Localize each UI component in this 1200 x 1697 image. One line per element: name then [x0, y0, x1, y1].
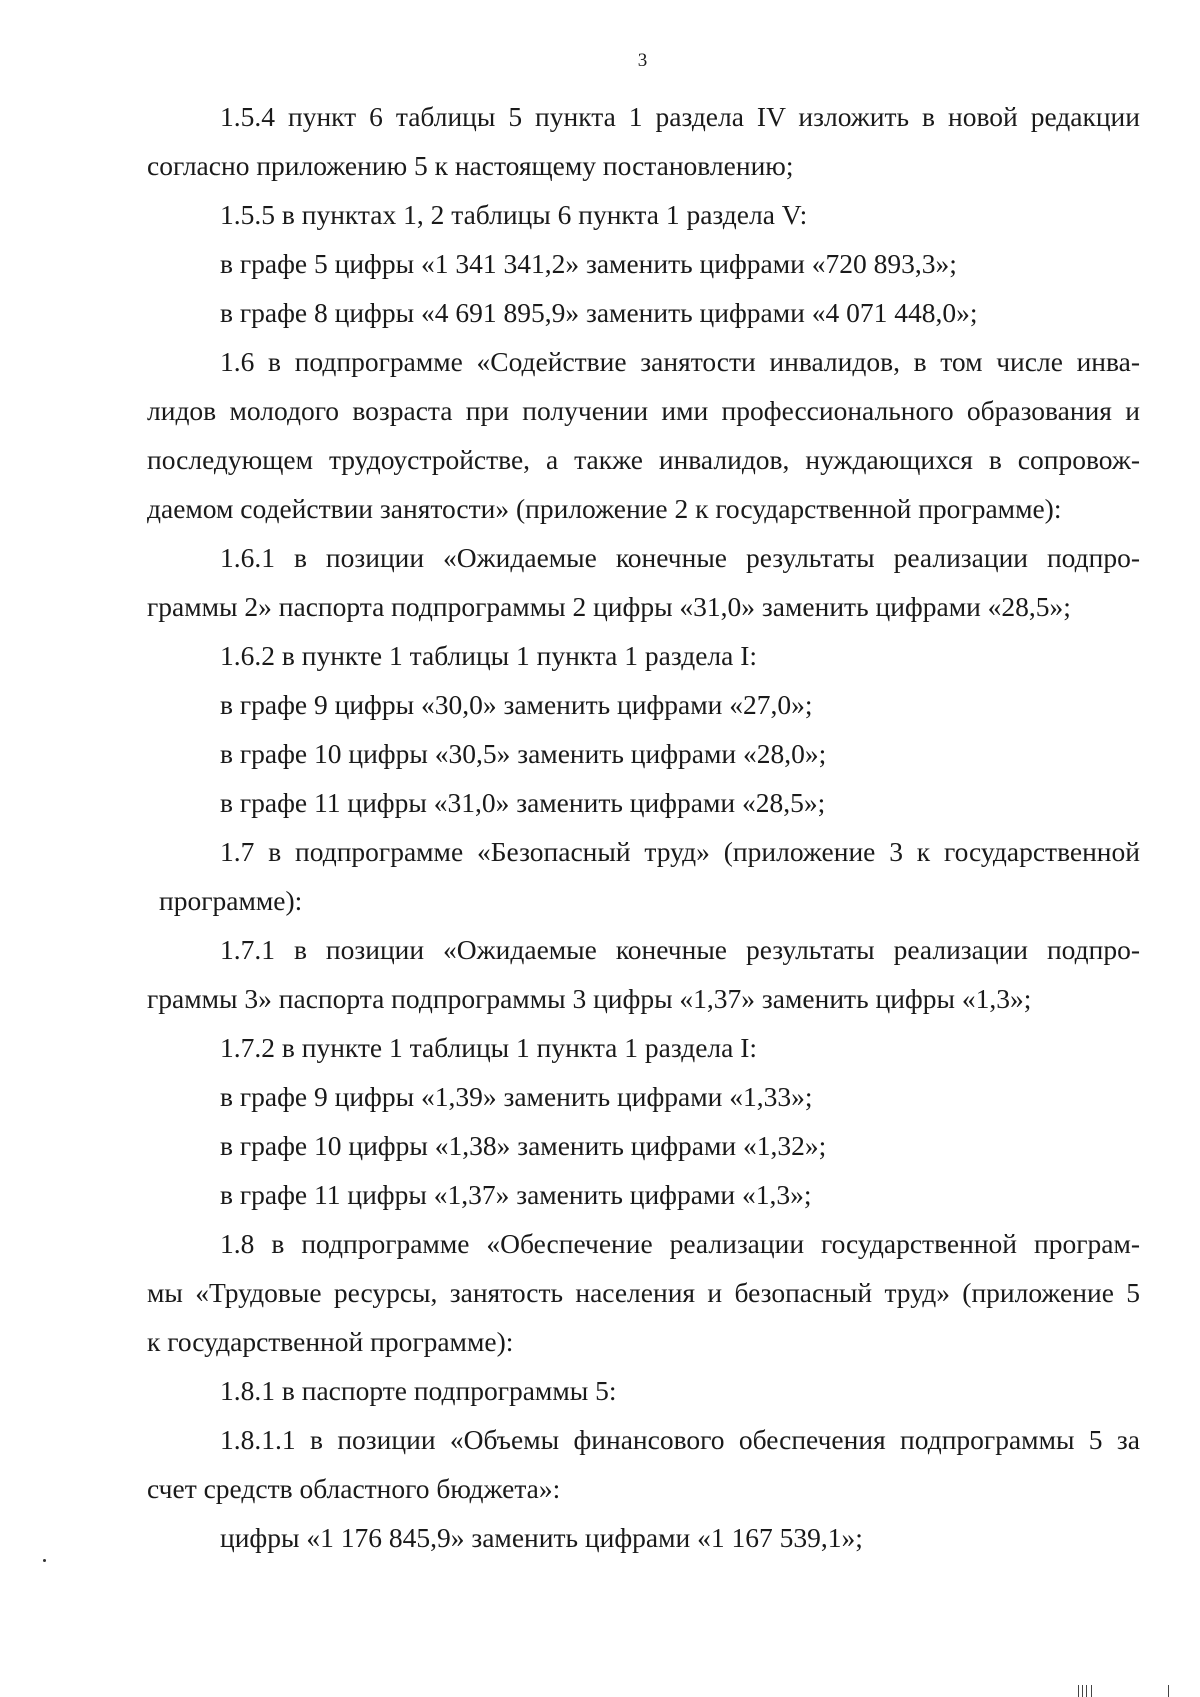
paragraph-1-8 [147, 1219, 1140, 1366]
paragraph-line: 1.5.4 пункт 6 таблицы 5 пункта 1 раздела IV изложить в новой редакции [220, 101, 1140, 132]
scan-mark [1078, 1685, 1079, 1697]
paragraph-line: последующем трудоустройстве, а также инвалидов, нуждающихся в сопровож- [147, 444, 1140, 475]
paragraph-line: граммы 3» паспорта подпрограммы 3 цифры «1,37» заменить цифры «1,3»; [147, 983, 1032, 1014]
scan-speck [43, 1559, 46, 1562]
list-item [147, 1513, 1140, 1562]
paragraph-line: цифры «1 176 845,9» заменить цифрами «1 167 539,1»; [220, 1522, 863, 1553]
paragraph-line: 1.6.1 в позиции «Ожидаемые конечные результаты реализации подпро- [220, 542, 1140, 573]
paragraph-1-5-4 [147, 92, 1140, 190]
list-item [147, 1121, 1140, 1170]
paragraph-line: согласно приложению 5 к настоящему постановлению; [147, 150, 794, 181]
list-item [147, 680, 1140, 729]
paragraph-1-7 [147, 827, 1140, 925]
paragraph-1-5-5 [147, 190, 1140, 239]
paragraph-line: 1.6 в подпрограмме «Содействие занятости инвалидов, в том числе инва- [220, 346, 1140, 377]
list-item [147, 239, 1140, 288]
paragraph-line: граммы 2» паспорта подпрограммы 2 цифры «31,0» заменить цифрами «28,5»; [147, 591, 1071, 622]
paragraph-line: 1.8.1 в паспорте подпрограммы 5: [220, 1375, 617, 1406]
paragraph-1-6 [147, 337, 1140, 533]
paragraph-line: 1.8 в подпрограмме «Обеспечение реализации государственной програм- [220, 1228, 1140, 1259]
paragraph-line: даемом содействии занятости» (приложение 2 к государственной программе): [147, 493, 1062, 524]
paragraph-line: в графе 10 цифры «1,38» заменить цифрами «1,32»; [220, 1130, 827, 1161]
paragraph-line: программе): [159, 885, 303, 916]
paragraph-line: в графе 10 цифры «30,5» заменить цифрами «28,0»; [220, 738, 827, 769]
paragraph-line: к государственной программе): [147, 1326, 514, 1357]
document-body [147, 92, 1140, 1562]
paragraph-line: 1.7.1 в позиции «Ожидаемые конечные результаты реализации подпро- [220, 934, 1140, 965]
scan-mark [1082, 1685, 1083, 1697]
scan-mark [1091, 1685, 1092, 1697]
paragraph-1-6-2 [147, 631, 1140, 680]
paragraph-1-7-2 [147, 1023, 1140, 1072]
paragraph-line: в графе 11 цифры «1,37» заменить цифрами «1,3»; [220, 1179, 812, 1210]
paragraph-line: в графе 9 цифры «30,0» заменить цифрами «27,0»; [220, 689, 813, 720]
paragraph-line: 1.7.2 в пункте 1 таблицы 1 пункта 1 раздела I: [220, 1032, 758, 1063]
list-item [147, 778, 1140, 827]
paragraph-1-7-1 [147, 925, 1140, 1023]
paragraph-line: в графе 9 цифры «1,39» заменить цифрами «1,33»; [220, 1081, 813, 1112]
paragraph-line: лидов молодого возраста при получении ими профессионального образования и [147, 395, 1140, 426]
paragraph-line: мы «Трудовые ресурсы, занятость населения и безопасный труд» (приложение 5 [147, 1277, 1140, 1308]
list-item [147, 1072, 1140, 1121]
page-number: 3 [637, 50, 648, 71]
paragraph-1-8-1 [147, 1366, 1140, 1415]
scan-mark [1168, 1685, 1169, 1697]
paragraph-1-8-1-1 [147, 1415, 1140, 1513]
scan-edge-marks [1078, 1680, 1198, 1697]
list-item [147, 1170, 1140, 1219]
paragraph-line: 1.8.1.1 в позиции «Объемы финансового обеспечения подпрограммы 5 за [220, 1424, 1140, 1455]
list-item [147, 729, 1140, 778]
paragraph-line: в графе 11 цифры «31,0» заменить цифрами «28,5»; [220, 787, 826, 818]
paragraph-line: счет средств областного бюджета»: [147, 1473, 561, 1504]
scan-mark [1086, 1685, 1087, 1697]
paragraph-line: в графе 8 цифры «4 691 895,9» заменить цифрами «4 071 448,0»; [220, 297, 978, 328]
list-item [147, 288, 1140, 337]
paragraph-line: 1.6.2 в пункте 1 таблицы 1 пункта 1 раздела I: [220, 640, 758, 671]
paragraph-line: в графе 5 цифры «1 341 341,2» заменить цифрами «720 893,3»; [220, 248, 957, 279]
paragraph-1-6-1 [147, 533, 1140, 631]
paragraph-line: 1.5.5 в пунктах 1, 2 таблицы 6 пункта 1 раздела V: [220, 199, 808, 230]
paragraph-line: 1.7 в подпрограмме «Безопасный труд» (приложение 3 к государственной [220, 836, 1140, 867]
